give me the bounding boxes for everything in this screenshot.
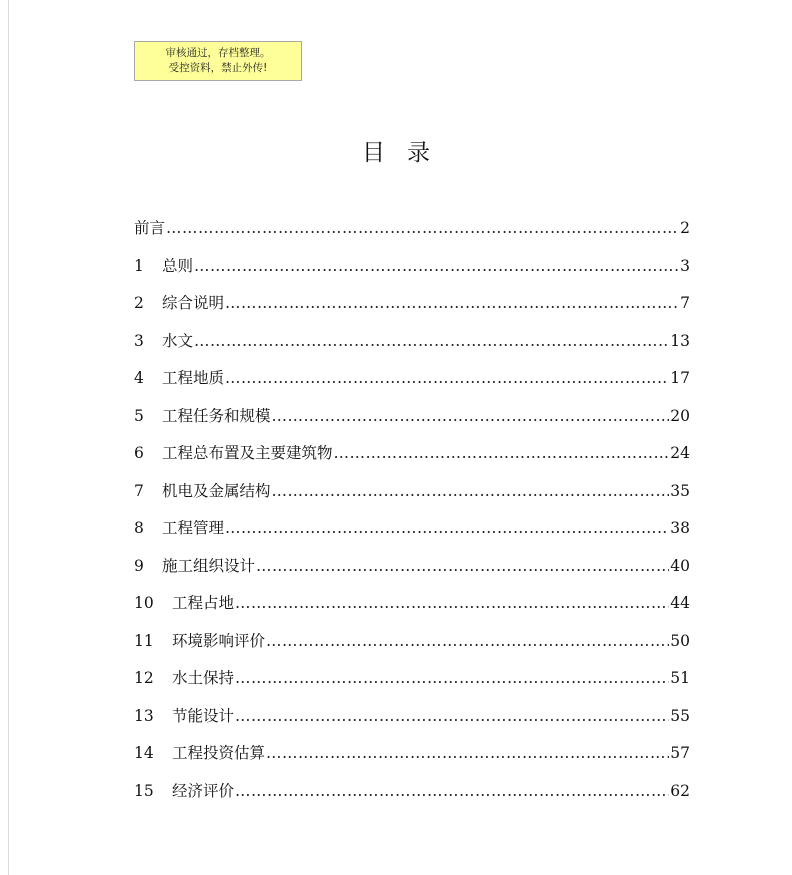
toc-row[interactable]: [134, 779, 690, 817]
toc-leader-dots: [256, 557, 669, 575]
toc-row[interactable]: [134, 404, 690, 442]
toc-number: 9: [134, 556, 144, 575]
toc-number: 7: [134, 481, 144, 500]
toc-row[interactable]: [134, 366, 690, 404]
control-stamp: [134, 41, 302, 81]
toc-page-number: 50: [670, 631, 690, 650]
stamp-line-2: 受控资料，禁止外传!: [168, 62, 268, 74]
toc-leader-dots: [235, 707, 669, 725]
toc-leader-dots: [266, 744, 669, 762]
toc-title: 工程投资估算: [172, 744, 266, 762]
toc-title: 工程占地: [172, 594, 235, 612]
toc-leader-dots: [235, 594, 669, 612]
toc-number: 1: [134, 256, 144, 275]
toc-leader-dots: [194, 257, 679, 275]
toc-number: 11: [134, 631, 154, 650]
toc-row[interactable]: [134, 516, 690, 554]
toc-number: 4: [134, 369, 144, 387]
toc-row[interactable]: [134, 554, 690, 592]
toc-page-number: 20: [670, 406, 690, 425]
toc-title: 工程管理: [162, 519, 225, 537]
toc-title: 环境影响评价: [172, 631, 266, 650]
toc-leader-dots: [272, 407, 670, 425]
toc-number: 3: [134, 331, 144, 350]
stamp-line-1: 审核通过，存档整理。: [165, 47, 271, 59]
toc-page-number: 57: [670, 744, 690, 762]
toc-row[interactable]: [134, 666, 690, 704]
toc-number: 8: [134, 519, 144, 537]
table-of-contents: [134, 216, 690, 816]
toc-leader-dots: [225, 519, 669, 537]
toc-number: 5: [134, 406, 144, 425]
toc-row[interactable]: [134, 329, 690, 367]
toc-page-number: 3: [680, 256, 690, 275]
page-title: 目录: [362, 140, 452, 166]
toc-leader-dots: [334, 444, 670, 462]
toc-number: 13: [134, 706, 154, 725]
toc-leader-dots: [235, 782, 669, 800]
toc-leader-dots: [225, 369, 669, 387]
toc-title: 总则: [162, 256, 194, 275]
toc-number: 15: [134, 781, 154, 800]
toc-title: 机电及金属结构: [162, 481, 271, 500]
toc-page-number: 51: [670, 669, 690, 687]
toc-row[interactable]: [134, 441, 690, 479]
toc-page-number: 17: [670, 369, 690, 387]
toc-title: 前言: [134, 219, 166, 237]
toc-page-number: 62: [670, 781, 690, 800]
toc-leader-dots: [166, 219, 679, 237]
toc-page-number: 38: [670, 519, 690, 537]
toc-leader-dots: [194, 332, 669, 350]
toc-title: 综合说明: [162, 294, 225, 312]
toc-title: 节能设计: [172, 706, 235, 725]
toc-row[interactable]: [134, 741, 690, 779]
toc-leader-dots: [272, 482, 670, 500]
toc-leader-dots: [266, 632, 669, 650]
toc-page-number: 35: [670, 481, 690, 500]
toc-page-number: 40: [670, 556, 690, 575]
toc-page-number: 55: [670, 706, 690, 725]
toc-number: 10: [134, 594, 154, 612]
toc-row[interactable]: [134, 629, 690, 667]
toc-title: 工程地质: [162, 369, 225, 387]
toc-row[interactable]: [134, 254, 690, 292]
toc-leader-dots: [225, 294, 679, 312]
toc-row[interactable]: [134, 704, 690, 742]
toc-number: 12: [134, 669, 154, 687]
toc-leader-dots: [235, 669, 669, 687]
toc-number: 2: [134, 294, 144, 312]
toc-number: 14: [134, 744, 154, 762]
toc-title: 施工组织设计: [162, 556, 256, 575]
page-edge: [8, 0, 9, 875]
toc-page-number: 13: [670, 331, 690, 350]
toc-title: 水土保持: [172, 669, 235, 687]
toc-title: 经济评价: [172, 781, 235, 800]
toc-page-number: 7: [680, 294, 690, 312]
toc-title: 水文: [162, 331, 194, 350]
toc-row[interactable]: [134, 479, 690, 517]
toc-page-number: 44: [670, 594, 690, 612]
toc-title: 工程总布置及主要建筑物: [162, 444, 333, 462]
toc-page-number: 2: [680, 219, 690, 237]
toc-title: 工程任务和规模: [162, 406, 271, 425]
toc-row[interactable]: [134, 291, 690, 329]
toc-number: 6: [134, 444, 144, 462]
toc-page-number: 24: [670, 444, 690, 462]
toc-row[interactable]: [134, 591, 690, 629]
toc-row[interactable]: [134, 216, 690, 254]
